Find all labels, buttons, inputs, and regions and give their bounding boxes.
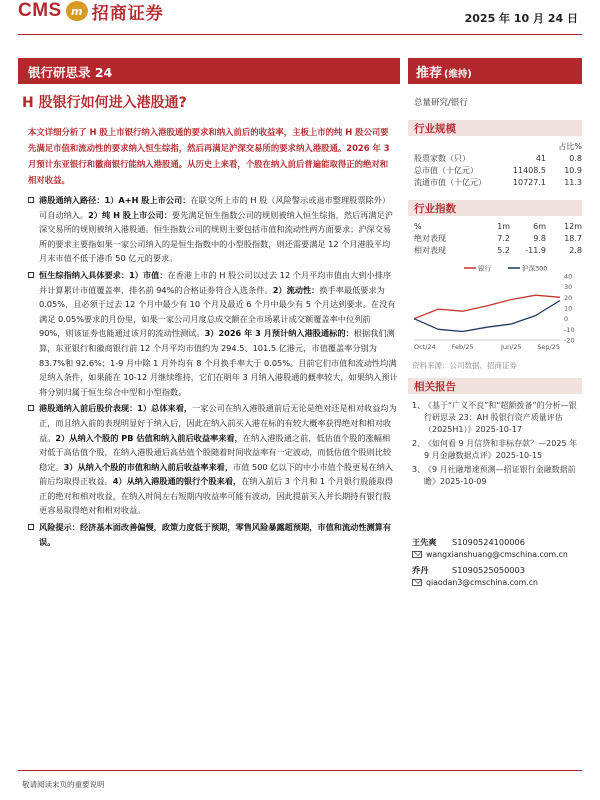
table-cell: 绝对表现: [414, 233, 446, 243]
industry-label: 总量研究/银行: [414, 98, 468, 108]
table-row: [414, 152, 582, 164]
table-cell: 41: [535, 153, 546, 163]
table-cell: 12m: [564, 221, 582, 231]
table-row: [414, 244, 582, 256]
legend-label: 银行: [478, 264, 491, 273]
key-points: [28, 193, 398, 551]
legend-label: 沪深300: [522, 264, 548, 273]
analyst-email[interactable]: wangxianshuang@cmschina.com.cn: [426, 549, 568, 559]
series-line: [414, 295, 560, 319]
table-cell: 11408.5: [512, 165, 546, 175]
table-cell: 相对表现: [414, 245, 446, 255]
analyst-row: [412, 536, 584, 548]
y-tick-label: -10: [564, 325, 575, 334]
analyst-contacts: [412, 536, 584, 588]
chart-svg: [410, 262, 582, 358]
table-cell: 占比%: [558, 141, 582, 151]
table-cell: 5.2: [497, 245, 510, 255]
table-cell: 股票家数（只）: [414, 153, 470, 163]
table-cell: 10727.1: [512, 177, 546, 187]
related-reports-heading: 相关报告: [408, 378, 582, 394]
bullet-square-icon: [28, 405, 34, 411]
x-tick-label: Jun/25: [501, 343, 522, 351]
table-cell: 流通市值（十亿元）: [414, 177, 486, 187]
industry-index-table: [414, 220, 582, 256]
table-cell: 10.9: [564, 165, 582, 175]
analyst-email[interactable]: qiaodan3@cmschina.com.cn: [426, 577, 538, 587]
analyst-email-row[interactable]: [412, 576, 584, 588]
report-date: 2025 年 10 月 24 日: [464, 12, 578, 25]
key-point-text: 风险提示：经济基本面改善偏慢，政策力度低于预期，零售风险暴露超预期，市值和流动性测算有误。: [39, 522, 392, 547]
bullet-square-icon: [28, 272, 34, 278]
related-report-item[interactable]: [412, 464, 584, 488]
table-header-row: [414, 220, 582, 232]
rating-value: 推荐: [416, 66, 443, 81]
industry-scale-table: [414, 140, 582, 188]
key-point-text: 港股通纳入路径：1）A+H 股上市公司：在联交所上市的 H 股（风险警示或退市整理股票除外）可自动纳入。2）纯 H 股上市公司：要先满足恒生指数公司的规则被纳入恒生综指，然后再满足沪深交易所的规则被纳入港股通。恒生指数公司的规则主要包括市值和流动性两方面要求；沪深交易所的要求主要指如果一家公司纳入的是恒生指数中的小型股指数，则还需要满足 12 个月港股平均月末市值不低于港币 50 亿元的要求。: [39, 195, 393, 264]
y-tick-label: -20: [564, 336, 575, 345]
x-tick-label: Oct/24: [414, 343, 436, 351]
logo-mark-icon: m: [66, 1, 88, 21]
series-banner: 银行研思录 24: [18, 58, 400, 84]
industry-index-heading: 行业指数: [408, 200, 582, 216]
related-reports-list: [412, 400, 584, 490]
table-row: [414, 232, 582, 244]
table-cell: %: [414, 221, 422, 231]
analyst-name: 乔丹: [412, 564, 429, 575]
key-point: [28, 520, 398, 549]
analyst-email-row[interactable]: [412, 548, 584, 560]
table-cell: 2.8: [569, 245, 582, 255]
key-point: [28, 193, 398, 266]
header-divider: [18, 34, 582, 35]
table-cell: 9.8: [533, 233, 546, 243]
index-performance-chart: [410, 262, 582, 362]
footer-note: 敬请阅读末页的重要说明: [22, 780, 105, 789]
rating-banner: [408, 58, 582, 84]
table-cell: 总市值（十亿元）: [414, 165, 478, 175]
analyst-id: S1090525050003: [452, 565, 525, 575]
key-point-text: 港股通纳入前后股价表现：1）总体来看，一家公司在纳入港股通前后无论是绝对还是相对收益均为正，而且纳入前的表现明显好于纳入后，因此在纳入前买入港在标的有较大概率获得绝对和相对收益。2）从纳入个股的 PB 估值和纳入前后收益率来看，在纳入港股通之前，低估值个股的涨幅相对低于高估值个股，在纳入港股通后高估值个股随着时间收益率有一定波动，而低估值个股则比较稳定。3）从纳入个股的市值和纳入前后收益率来看，市值 500 亿以下的中小市值个股更易在纳入前后均取得正收益。4）从纳入港股通的银行个股来看，在纳入前后 3 个月和 1 个月银行股能取得正的绝对和相对收益，在纳入时间左右短期内收益率可能有波动，因此提前买入并长期持有银行股更容易取得绝对和相对收益。: [39, 403, 397, 516]
page-header: [0, 0, 600, 32]
table-header-row: [414, 140, 582, 152]
x-tick-label: Sep/25: [537, 343, 560, 351]
key-point: [28, 268, 398, 399]
report-link[interactable]: 《如何看 9 月信贷和非标存款？—2025 年 9 月金融数据点评》2025-10-15: [424, 439, 578, 460]
analyst-name: 王先爽: [412, 536, 437, 547]
chart-source: 资料来源：公司数据、招商证券: [412, 361, 517, 370]
report-number: 3、: [412, 465, 426, 474]
report-link[interactable]: 《9 月社融增速预测—招证银行金融数据前瞻》2025-10-09: [424, 465, 576, 486]
logo-latin: CMS: [18, 0, 62, 21]
report-title: H 股银行如何进入港股通?: [22, 95, 187, 111]
key-point: [28, 401, 398, 518]
report-link[interactable]: 《基于“广义不良”和“超额拨备”的分析—银行研思录 23：AH 股银行资产质量评估（2025H1）》2025-10-17: [424, 401, 577, 434]
y-tick-label: 40: [564, 272, 573, 281]
y-tick-label: 10: [564, 304, 573, 313]
report-number: 1、: [412, 401, 426, 410]
report-number: 2、: [412, 439, 426, 448]
analyst-id: S1090524100006: [452, 537, 525, 547]
logo-chinese: 招商证券: [91, 3, 164, 24]
bullet-square-icon: [28, 524, 34, 530]
report-abstract: 本文详细分析了 H 股上市银行纳入港股通的要求和纳入前后的收益率，主板上市的纯 H 股公司要先满足市值和流动性的要求纳入恒生综指，然后再满足沪深交易所的要求纳入港股通。2026 年 3 月预计东亚银行和徽商银行能纳入港股通。从历史上来看，个股在纳入前后普遍能取得正的绝对和相对收益。: [28, 127, 390, 185]
company-logo: [18, 0, 164, 22]
mail-icon: [412, 579, 422, 586]
table-cell: 0.8: [569, 153, 582, 163]
y-tick-label: 30: [564, 283, 573, 292]
key-point-text: 恒生综指纳入具体要求：1）市值：在香港上市的 H 股公司以过去 12 个月平均市值由大到小排序并计算累计市值覆盖率，排名前 94%的合格证券符合入选条件。2）流动性：换手率最低要求为 0.05%，且必须于过去 12 个月中最少有 10 个月及最近 6 个月中最少有 5 个月达到要求。在没有满足 0.05%要求的月份里，如果一家公司月度总成交额在全市场累计成交额覆盖率中位列前 90%，则该证券也能通过该月的流动性测试。3）2026 年 3 月预计纳入港股通标的：根据我们测算，东亚银行和徽商银行前 12 个月平均市值约为 294.5、101.5 亿港元，市值覆盖率分别为 83.7%和 92.6%；1-9 月中除 1 月外均有 8 个月换手率大于 0.05%。目前它们市值和流动性均满足纳入条件，如果能在 10-12 月继续维持，它们在明年 3 月纳入港股通的概率较大，如果纳入预计将分别归属于恒生综合中型和小型指数。: [39, 269, 398, 397]
footer-divider: [18, 770, 582, 771]
table-cell: 7.2: [497, 233, 510, 243]
related-report-item[interactable]: [412, 400, 584, 436]
y-tick-label: 0: [564, 315, 569, 324]
bullet-square-icon: [28, 197, 34, 203]
related-report-item[interactable]: [412, 438, 584, 462]
table-cell: 6m: [533, 221, 546, 231]
analyst-row: [412, 564, 584, 576]
table-cell: 1m: [497, 221, 510, 231]
table-cell: -11.9: [525, 245, 546, 255]
table-cell: 11.3: [564, 177, 582, 187]
y-tick-label: 20: [564, 293, 573, 302]
rating-qualifier: (维持): [444, 69, 472, 80]
x-tick-label: Feb/25: [451, 343, 474, 351]
table-cell: 18.7: [564, 233, 582, 243]
series-line: [414, 301, 560, 332]
industry-scale-heading: 行业规模: [408, 120, 582, 136]
table-row: [414, 164, 582, 176]
mail-icon: [412, 551, 422, 558]
table-row: [414, 176, 582, 188]
